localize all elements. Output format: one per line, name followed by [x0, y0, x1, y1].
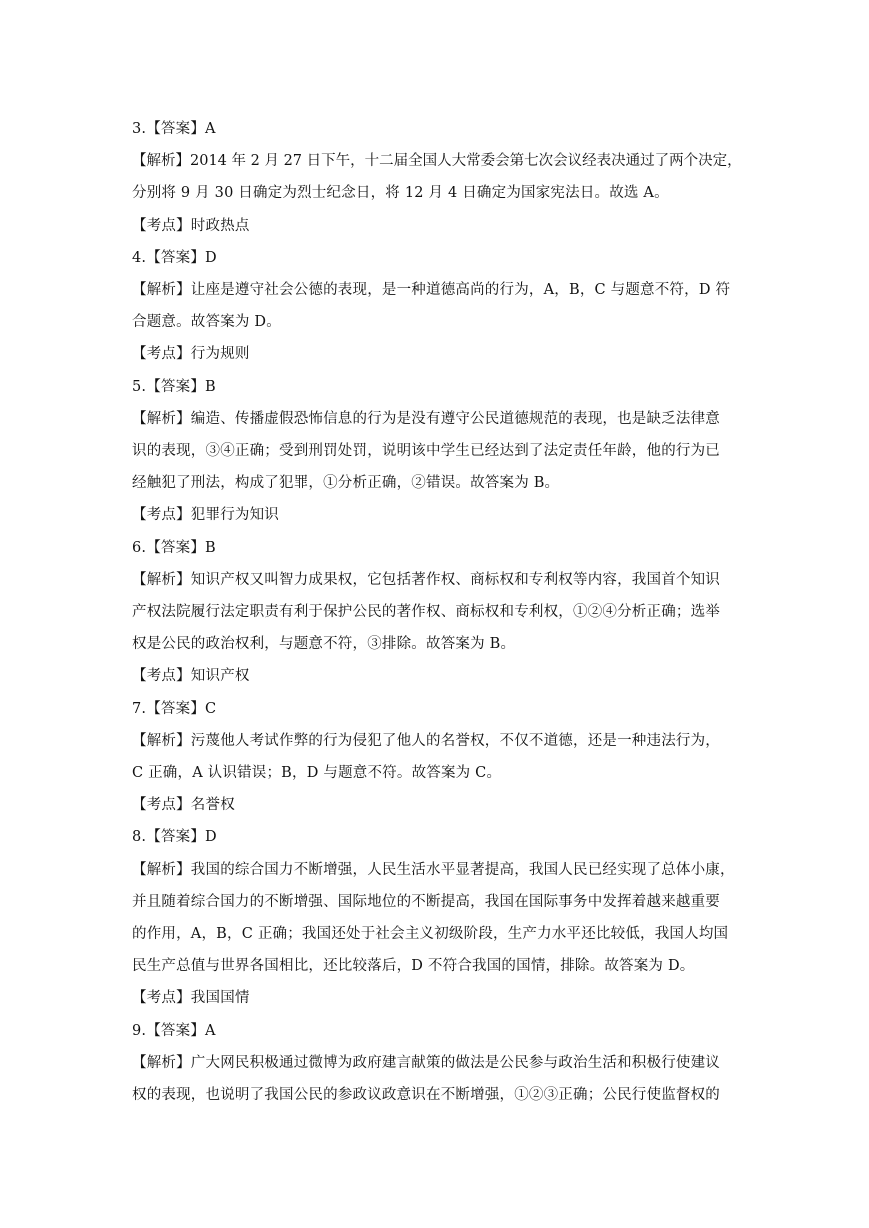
text-line: 产权法院履行法定职责有利于保护公民的著作权、商标权和专利权，①②④分析正确；选举 — [132, 604, 720, 621]
text-line: 9.【答案】A — [132, 1022, 216, 1039]
text-line: 【考点】犯罪行为知识 — [132, 507, 279, 524]
text-line: 分别将 9 月 30 日确定为烈士纪念日，将 12 月 4 日确定为国家宪法日。故选 A。 — [132, 185, 669, 202]
text-line: 权的表现，也说明了我国公民的参政议政意识在不断增强，①②③正确；公民行使监督权的 — [132, 1087, 720, 1104]
text-line: 民生产总值与世界各国相比，还比较落后，D 不符合我国的国情，排除。故答案为 D。 — [132, 958, 695, 975]
text-line: 8.【答案】D — [132, 829, 217, 846]
text-line: 【解析】我国的综合国力不断增强，人民生活水平显著提高，我国人民已经实现了总体小康， — [132, 861, 735, 878]
text-line: C 正确，A 认识错误；B，D 与题意不符。故答案为 C。 — [132, 765, 502, 782]
text-line: 【考点】我国国情 — [132, 990, 250, 1007]
text-line: 【解析】污蔑他人考试作弊的行为侵犯了他人的名誉权，不仅不道德，还是一种违法行为， — [132, 732, 720, 749]
text-line: 经触犯了刑法，构成了犯罪，①分析正确，②错误。故答案为 B。 — [132, 475, 560, 492]
text-line: 3.【答案】A — [132, 121, 216, 137]
text-line: 7.【答案】C — [132, 700, 217, 717]
text-line: 合题意。故答案为 D。 — [132, 314, 281, 331]
text-line: 并且随着综合国力的不断增强、国际地位的不断提高，我国在国际事务中发挥着越来越重要 — [132, 893, 720, 910]
text-line: 5.【答案】B — [132, 378, 216, 395]
text-line: 【解析】广大网民积极通过微博为政府建言献策的做法是公民参与政治生活和积极行使建议 — [132, 1054, 720, 1071]
text-line: 【解析】知识产权又叫智力成果权，它包括著作权、商标权和专利权等内容，我国首个知识 — [132, 571, 720, 588]
text-line: 【考点】行为规则 — [132, 346, 250, 363]
text-line: 的作用，A，B，C 正确；我国还处于社会主义初级阶段，生产力水平还比较低，我国人均国 — [132, 926, 729, 943]
text-line: 【解析】2014 年 2 月 27 日下午，十二届全国人大常委会第七次会议经表决通过了两个决定， — [132, 153, 742, 170]
text-line: 【解析】让座是遵守社会公德的表现，是一种道德高尚的行为，A，B，C 与题意不符，D 符 — [132, 282, 731, 299]
text-line: 【考点】知识产权 — [132, 668, 250, 685]
text-line: 识的表现，③④正确；受到刑罚处罚，说明该中学生已经达到了法定责任年龄，他的行为已 — [132, 443, 720, 460]
document-body — [132, 113, 740, 1111]
text-line: 6.【答案】B — [132, 539, 216, 556]
text-line: 权是公民的政治权利，与题意不符，③排除。故答案为 B。 — [132, 636, 516, 653]
text-line: 4.【答案】D — [132, 249, 217, 266]
text-line: 【考点】时政热点 — [132, 217, 250, 234]
text-line: 【解析】编造、传播虚假恐怖信息的行为是没有遵守公民道德规范的表现，也是缺乏法律意 — [132, 410, 720, 427]
text-line: 【考点】名誉权 — [132, 797, 235, 814]
